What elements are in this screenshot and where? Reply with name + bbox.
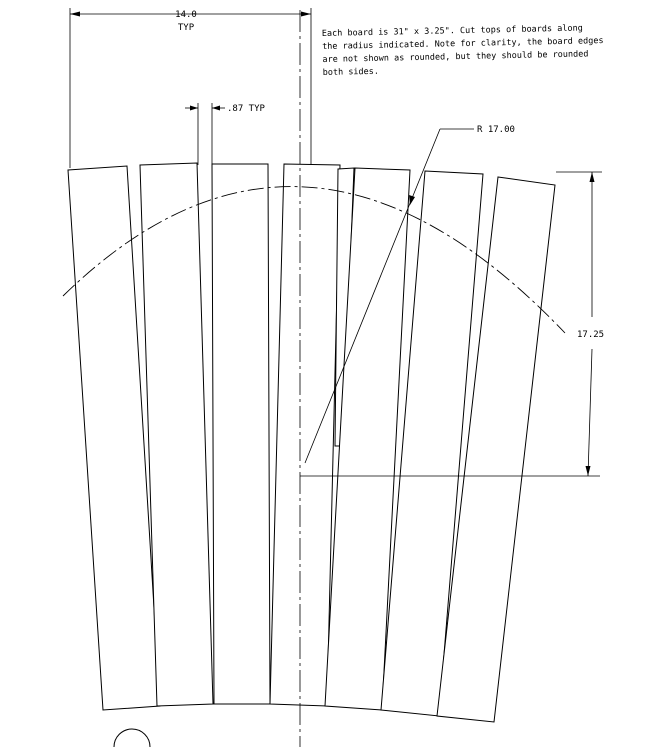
note-line-4: both sides. [322,66,380,78]
note-line-2: the radius indicated. Note for clarity, the board edges [322,36,604,52]
note-line-3: are not shown as rounded, but they should be rounded [322,49,589,65]
note-block [322,23,604,78]
overall-width-dimension [70,8,311,168]
detail-circle [114,729,150,747]
board-3 [212,164,270,704]
radius-label: R 17.00 [477,125,515,135]
overall-width-suffix: TYP [177,23,195,33]
height-label: 17.25 [577,330,605,340]
gap-width-label: .87 TYP [227,104,265,114]
boards-group [68,163,555,722]
gap-dimension [185,103,266,165]
overall-width-label: 14.0 [175,10,197,20]
note-line-1: Each board is 31" x 3.25". Cut tops of boards along [321,23,583,39]
